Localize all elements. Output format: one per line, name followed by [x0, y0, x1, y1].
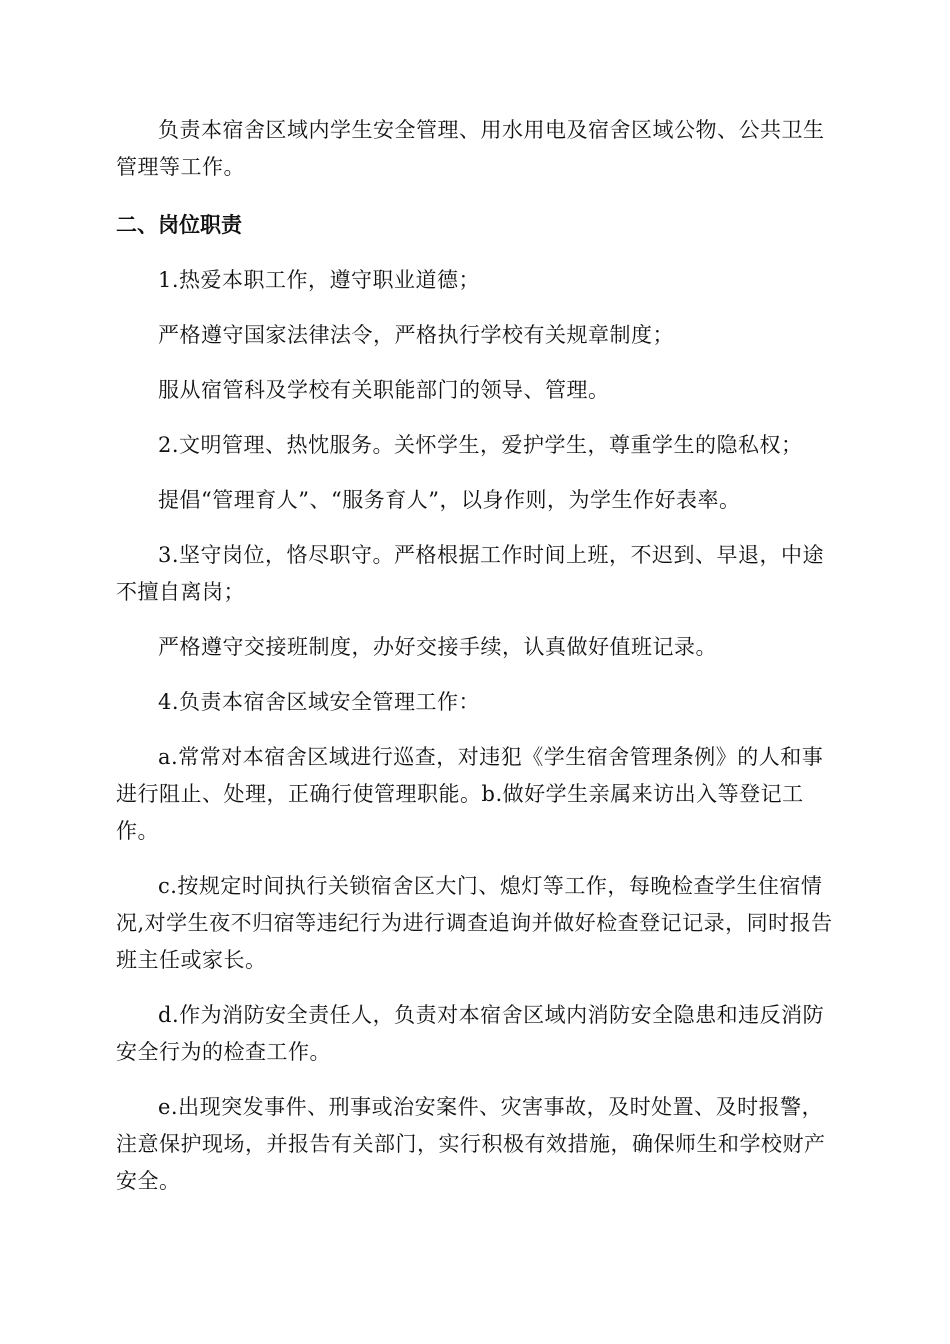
duty-paragraph-1: 1.热爱本职工作，遵守职业道德；	[158, 268, 481, 292]
duty-paragraph-10: c.按规定时间执行关锁宿舍区大门、熄灯等工作，每晚检查学生住宿情况,对学生夜不归宿等违纪行为进行调查追询并做好检查登记记录，同时报告班主任或家长。	[116, 874, 833, 972]
duty-paragraph-12: e.出现突发事件、刑事或治安案件、灾害事故，及时处置、及时报警，注意保护现场，并报告有关部门，实行积极有效措施，确保师生和学校财产安全。	[116, 1095, 826, 1193]
duty-paragraph-8: 4.负责本宿舍区域安全管理工作：	[158, 690, 481, 714]
duty-paragraph-4: 2.文明管理、热忱服务。关怀学生，爱护学生，尊重学生的隐私权；	[158, 433, 803, 457]
duty-paragraph-3: 服从宿管科及学校有关职能部门的领导、管理。	[158, 378, 610, 402]
duty-paragraph-2: 严格遵守国家法律法令，严格执行学校有关规章制度；	[158, 323, 674, 347]
section-heading: 二、岗位职责	[116, 213, 242, 237]
intro-paragraph: 负责本宿舍区域内学生安全管理、用水用电及宿舍区域公物、公共卫生管理等工作。	[116, 118, 825, 179]
duty-paragraph-6: 3.坚守岗位，恪尽职守。严格根据工作时间上班，不迟到、早退，中途不擅自离岗；	[116, 543, 825, 604]
duty-paragraph-7: 严格遵守交接班制度，办好交接手续，认真做好值班记录。	[158, 635, 717, 659]
duty-paragraph-5: 提倡“管理育人”、“服务育人”，以身作则，为学生作好表率。	[158, 488, 741, 512]
document-page	[116, 112, 834, 1200]
duty-paragraph-9: a.常常对本宿舍区域进行巡查，对违犯《学生宿舍管理条例》的人和事进行阻止、处理，正确行使管理职能。b.做好学生亲属来访出入等登记工作。	[116, 745, 824, 843]
duty-paragraph-11: d.作为消防安全责任人，负责对本宿舍区域内消防安全隐患和违反消防安全行为的检查工作。	[116, 1003, 825, 1064]
